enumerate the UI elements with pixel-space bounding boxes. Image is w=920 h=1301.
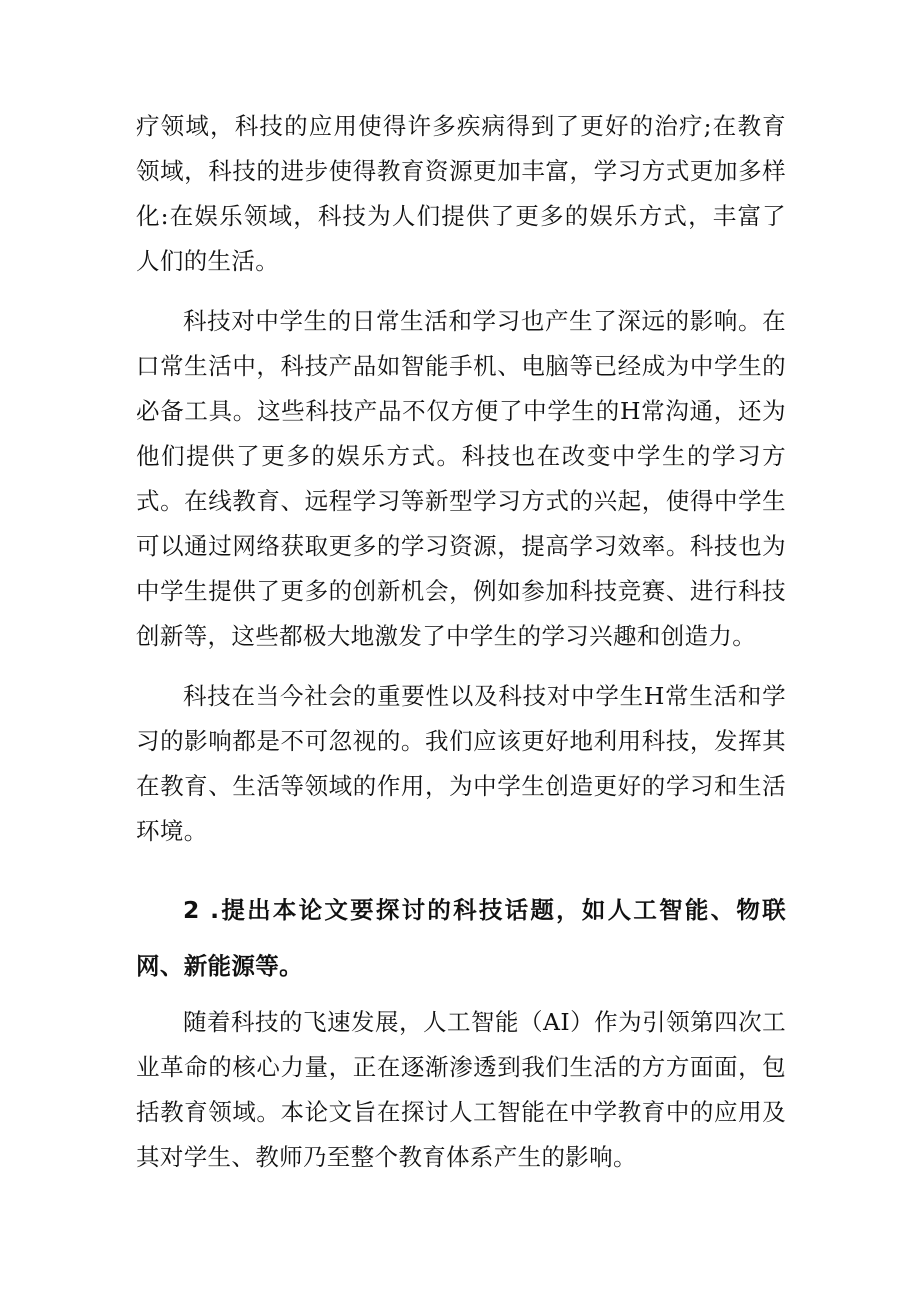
section-heading: 2 .提出本论文要探讨的科技话题，如人工智能、物联网、新能源等。: [136, 896, 786, 980]
document-body: [136, 104, 786, 1180]
paragraph-tech-impact-students: 科技对中学生的日常生活和学习也产生了深远的影响。在口常生活中，科技产品如智能手机、电脑等已经成为中学生的必备工具。这些科技产品不仅方便了中学生的H常沟通，还为他们提供了更多的娱乐方式。科技也在改变中学生的学习方式。在线教育、远程学习等新型学习方式的兴起，使得中学生可以通过网络获取更多的学习资源，提高学习效率。科技也为中学生提供了更多的创新机会，例如参加科技竞赛、进行科技创新等，这些都极大地激发了中学生的学习兴趣和创造力。: [136, 307, 786, 650]
paragraph-ai-introduction: 随着科技的飞速发展，人工智能（AI）作为引领第四次工业革命的核心力量，正在逐渐渗透到我们生活的方方面面，包括教育领域。本论文旨在探讨人工智能在中学教育中的应用及其对学生、教师乃至整个教育体系产生的影响。: [136, 1008, 786, 1171]
paragraph-continuation: 疗领域，科技的应用使得许多疾病得到了更好的治疗;在教育领域，科技的进步使得教育资源更加丰富，学习方式更加多样化:在娱乐领域，科技为人们提供了更多的娱乐方式，丰富了人们的生活。: [136, 112, 786, 275]
paragraph-tech-importance: 科技在当今社会的重要性以及科技对中学生H常生活和学习的影响都是不可忽视的。我们应该更好地利用科技，发挥其在教育、生活等领域的作用，为中学生创造更好的学习和生活环境。: [136, 682, 786, 845]
